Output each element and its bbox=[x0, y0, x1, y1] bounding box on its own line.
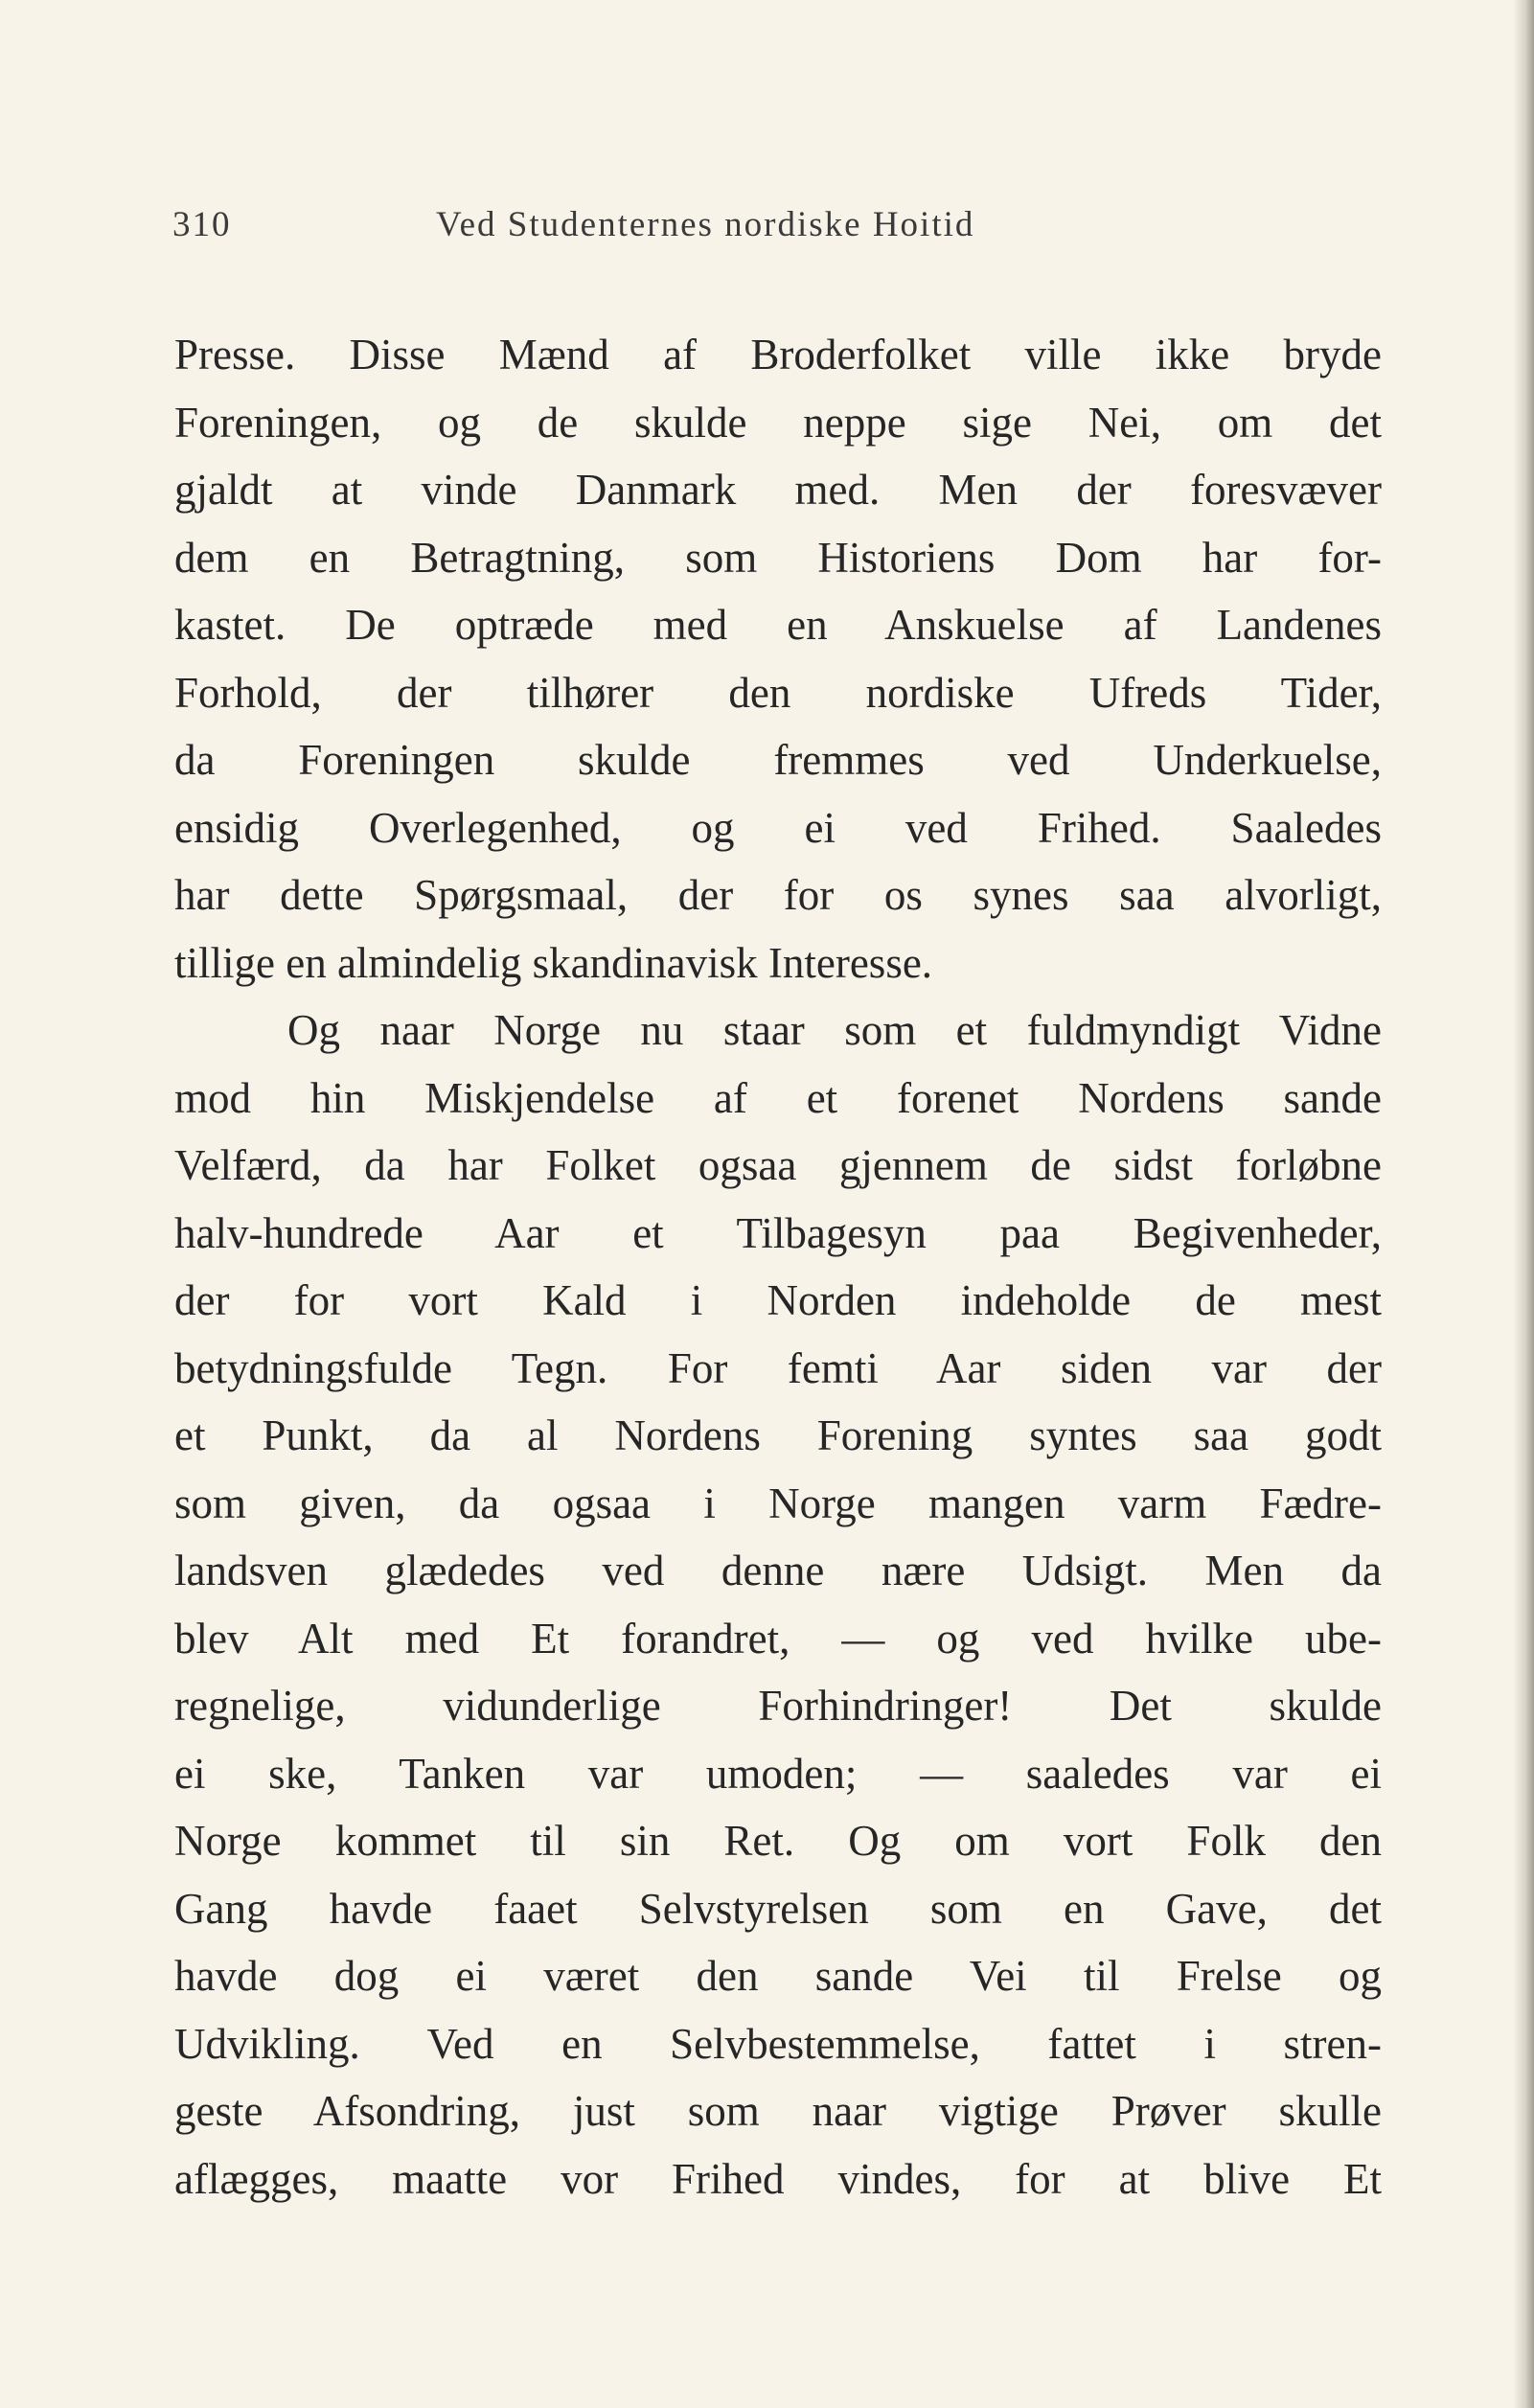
text-line: Foreningen, og de skulde neppe sige Nei, om det bbox=[174, 398, 1382, 447]
text-line: aflægges, maatte vor Frihed vindes, for at blive Et bbox=[174, 2154, 1382, 2203]
text-line: der for vort Kald i Norden indeholde de mest bbox=[174, 1276, 1382, 1324]
page-edge-shadow bbox=[1513, 0, 1534, 2408]
page-number: 310 bbox=[172, 205, 232, 244]
text-line: har dette Spørgsmaal, der for os synes saa alvorligt, bbox=[174, 871, 1382, 919]
paragraph-end-line: tillige en almindelig skandinavisk Interesse. bbox=[174, 938, 933, 987]
running-title: Ved Studenternes nordiske Hoitid bbox=[436, 205, 975, 244]
text-line: havde dog ei været den sande Vei til Frelse og bbox=[174, 1952, 1382, 2000]
text-line: Forhold, der tilhører den nordiske Ufreds Tider, bbox=[174, 668, 1382, 717]
paragraph-start-line: Og naar Norge nu staar som et fuldmyndigt Vidne bbox=[287, 1006, 1382, 1054]
text-line: Velfærd, da har Folket ogsaa gjennem de sidst forløbne bbox=[174, 1141, 1382, 1189]
text-line: Presse. Disse Mænd af Broderfolket ville ikke bryde bbox=[174, 331, 1382, 378]
text-line: Udvikling. Ved en Selvbestemmelse, fattet i stren- bbox=[174, 2019, 1382, 2068]
text-line: halv-hundrede Aar et Tilbagesyn paa Begivenheder, bbox=[174, 1208, 1382, 1257]
running-header bbox=[172, 204, 1380, 252]
text-line: Gang havde faaet Selvstyrelsen som en Gave, det bbox=[174, 1884, 1382, 1933]
text-line: Norge kommet til sin Ret. Og om vort Folk den bbox=[174, 1817, 1382, 1865]
text-line: landsven glædedes ved denne nære Udsigt. Men da bbox=[174, 1547, 1382, 1594]
text-line: ei ske, Tanken var umoden; — saaledes var ei bbox=[174, 1749, 1382, 1798]
body-text bbox=[174, 321, 1382, 2213]
text-line: da Foreningen skulde fremmes ved Underkuelse, bbox=[174, 736, 1382, 784]
text-line: gjaldt at vinde Danmark med. Men der foresvæver bbox=[174, 466, 1382, 514]
text-line: regnelige, vidunderlige Forhindringer! Det skulde bbox=[174, 1682, 1382, 1730]
text-line: geste Afsondring, just som naar vigtige Prøver skulle bbox=[174, 2087, 1382, 2135]
text-line: dem en Betragtning, som Historiens Dom har for- bbox=[174, 533, 1382, 582]
text-line: mod hin Miskjendelse af et forenet Nordens sande bbox=[174, 1073, 1382, 1122]
text-line: ensidig Overlegenhed, og ei ved Frihed. Saaledes bbox=[174, 803, 1382, 852]
text-line: et Punkt, da al Nordens Forening syntes saa godt bbox=[174, 1411, 1382, 1459]
text-line: betydningsfulde Tegn. For femti Aar siden var der bbox=[174, 1343, 1382, 1392]
text-line: kastet. De optræde med en Anskuelse af Landenes bbox=[174, 601, 1382, 649]
text-line: blev Alt med Et forandret, — og ved hvilke ube- bbox=[174, 1614, 1382, 1663]
text-line: som given, da ogsaa i Norge mangen varm Fædre- bbox=[174, 1479, 1382, 1527]
